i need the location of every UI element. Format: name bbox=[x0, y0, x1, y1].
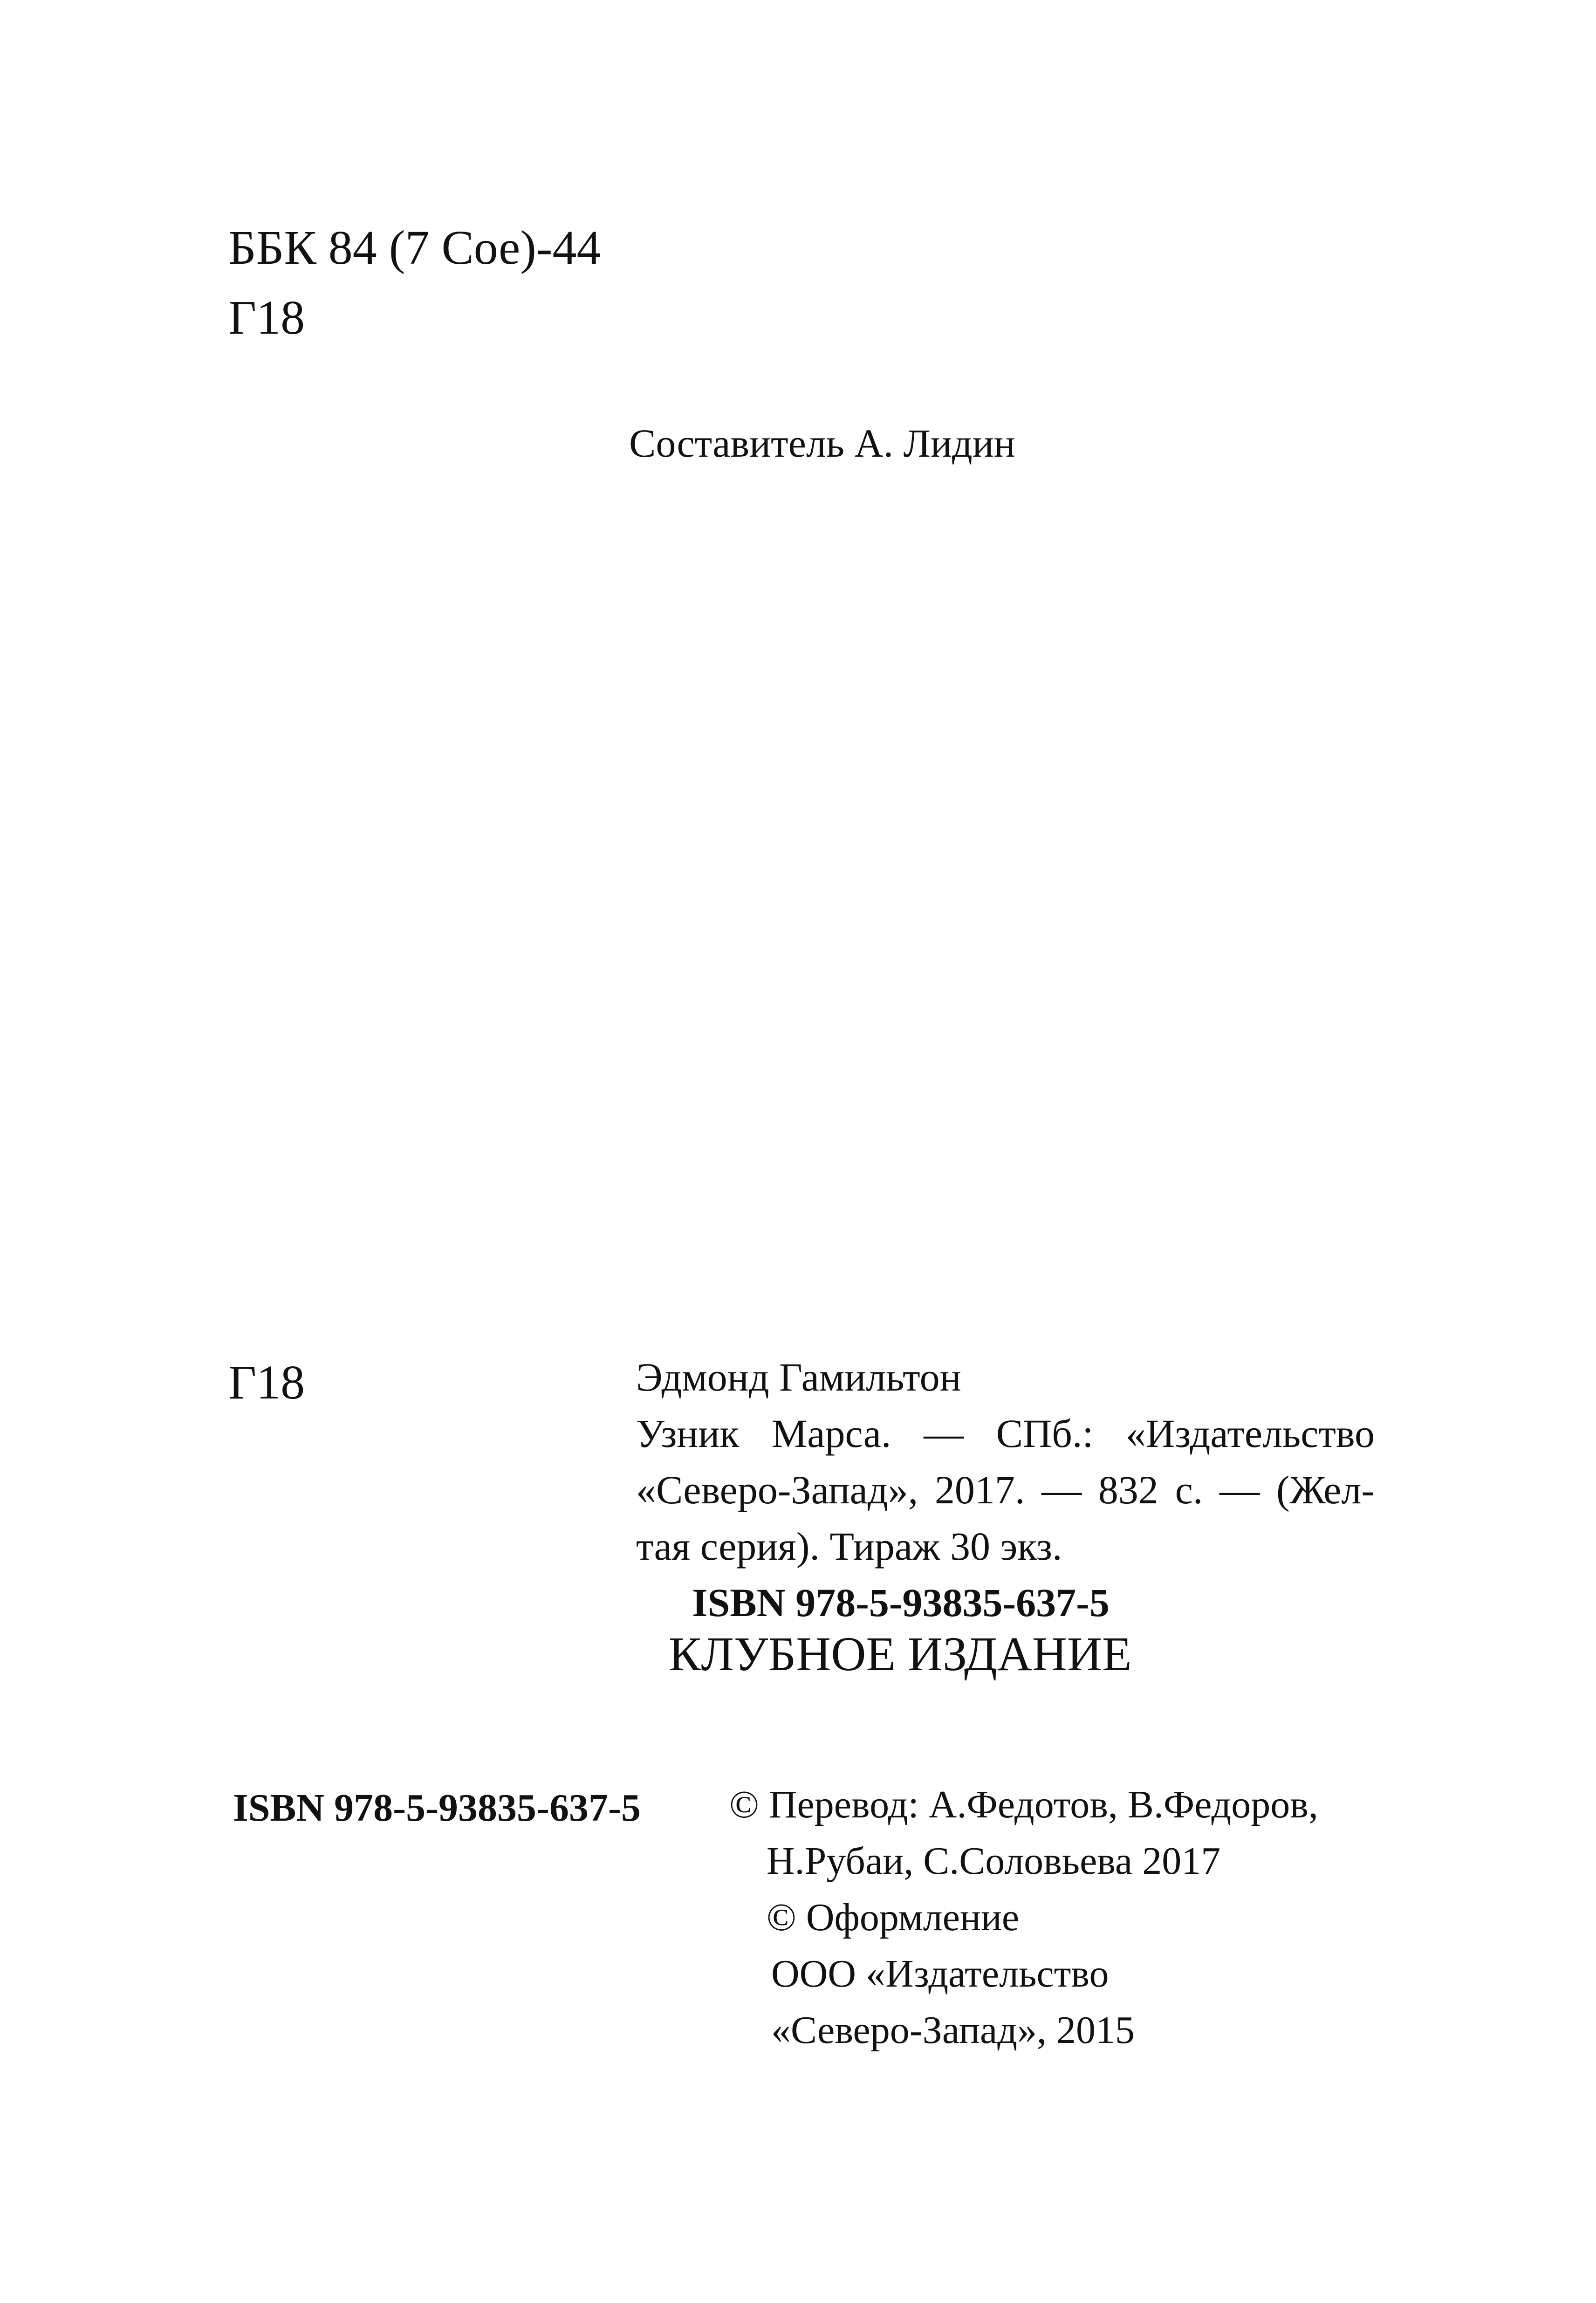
copyright-design-3: «Северо-Запад», 2015 bbox=[771, 2008, 1135, 2052]
copyright-translation-2: Н.Рубаи, С.Соловьева 2017 bbox=[767, 1839, 1221, 1883]
author-name: Эдмонд Гамильтон bbox=[636, 1355, 961, 1399]
biblio-isbn: ISBN 978-5-93835-637-5 bbox=[692, 1580, 1110, 1625]
biblio-line-1: Узник Марса. — СПб.: «Издательство bbox=[636, 1411, 1375, 1456]
copyright-design-1: © Оформление bbox=[767, 1896, 1020, 1939]
compiler-credit: Составитель А. Лидин bbox=[629, 421, 1015, 466]
copyright-translation-1: © Перевод: А.Федотов, В.Федоров, bbox=[729, 1783, 1318, 1826]
author-sign-top: Г18 bbox=[228, 291, 305, 344]
bibliographic-record bbox=[636, 1349, 1375, 1631]
biblio-line-3: тая серия). Тираж 30 экз. bbox=[636, 1524, 1062, 1569]
copyright-block bbox=[729, 1776, 1318, 2058]
isbn-number: ISBN 978-5-93835-637-5 bbox=[233, 1786, 641, 1830]
edition-label: КЛУБНОЕ ИЗДАНИЕ bbox=[669, 1627, 1132, 1681]
biblio-line-2: «Северо-Запад», 2017. — 832 с. — (Жел- bbox=[636, 1467, 1375, 1512]
bbk-classification: ББК 84 (7 Сое)-44 bbox=[228, 221, 601, 274]
copyright-design-2: ООО «Издательство bbox=[771, 1952, 1109, 1995]
author-sign-index: Г18 bbox=[228, 1356, 305, 1409]
